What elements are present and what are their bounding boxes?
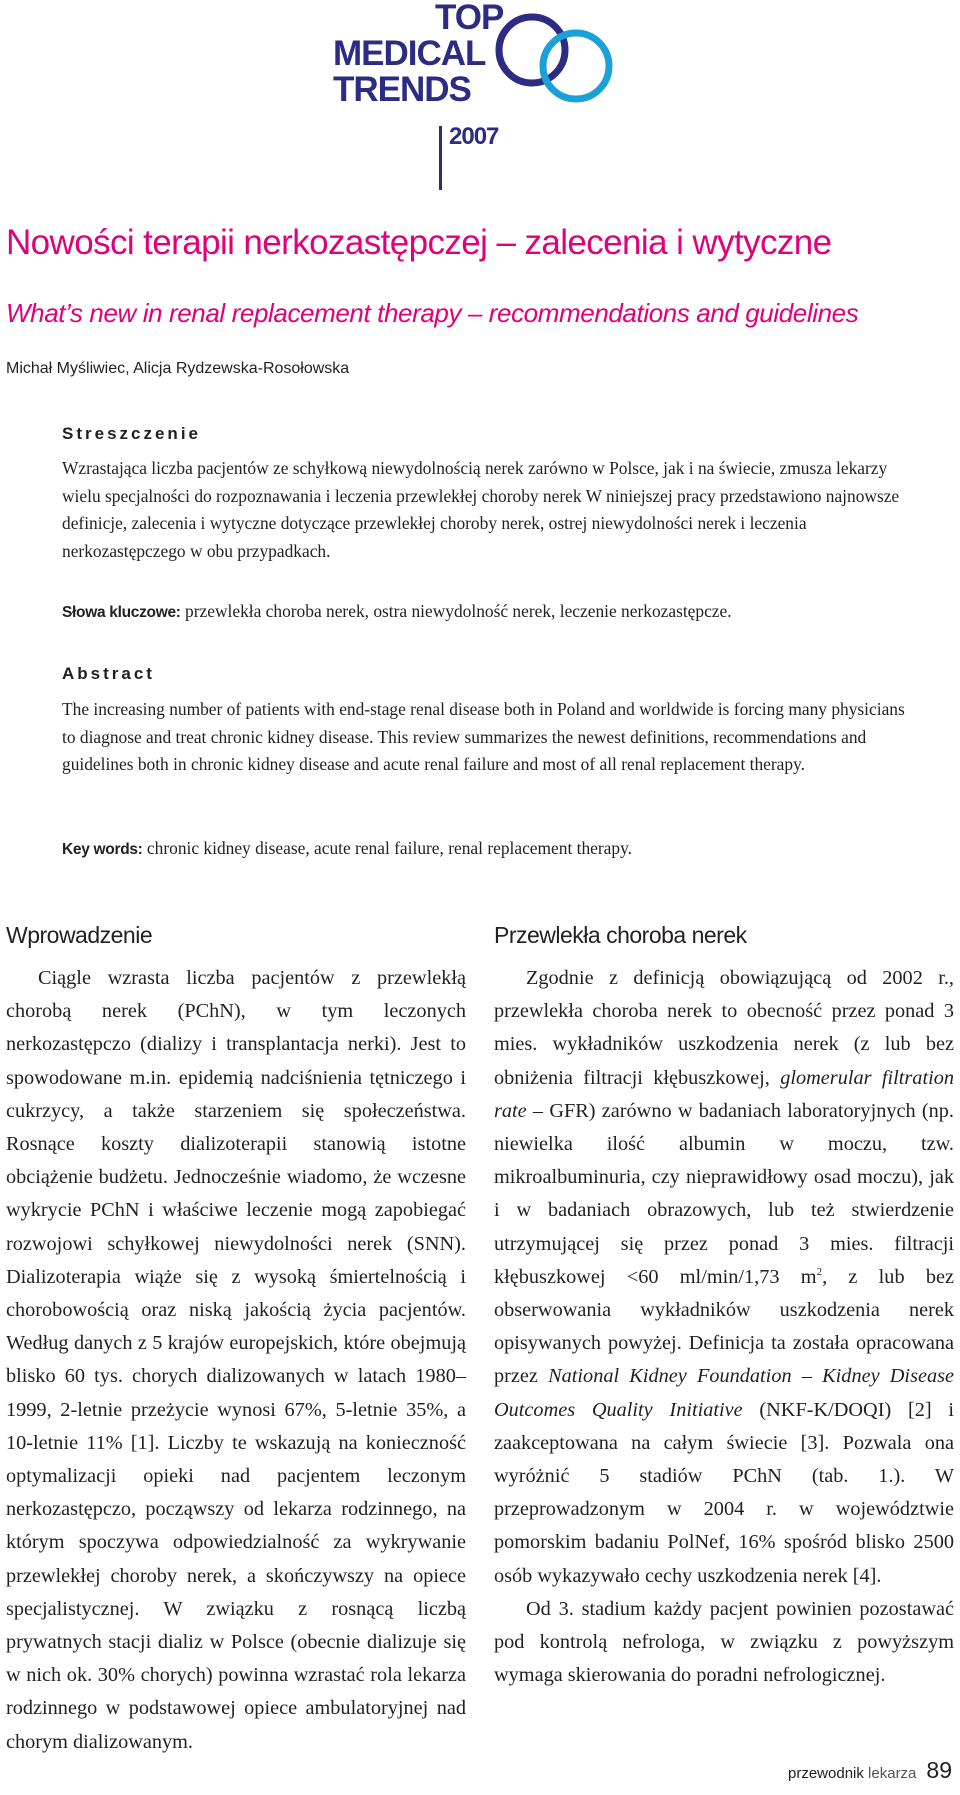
logo-line-trends: TRENDS [333, 70, 471, 109]
keywords-label-pl: Słowa kluczowe: [62, 604, 181, 621]
page-footer [788, 1757, 952, 1784]
ckd-p1-part-f: (NKF-K/DOQI) [2] i zaakceptowana na całym świecie [3]. Pozwala ona wyróżnić 5 stadiów PChN (tab. 1.). W przeprowadzonym w 2004 r. w województwie pomorskim badaniu PolNef, 16% spośród blisko 2500 osób wykazywało cechy uszkodzenia nerek [4]. [494, 1398, 954, 1587]
keywords-pl: przewlekła choroba nerek, ostra niewydolność nerek, leczenie nerkozastępcze. [185, 601, 732, 621]
logo-line-top: TOP [435, 0, 504, 37]
streszczenie-heading: Streszczenie [62, 424, 201, 443]
keywords-en: chronic kidney disease, acute renal failure, renal replacement therapy. [146, 838, 632, 858]
publication-name-first: przewodnik [788, 1765, 864, 1782]
logo-wordmark [333, 0, 503, 108]
ckd-p1-term-gfr: glomerular filtration rate [494, 1066, 954, 1122]
intro-paragraph: Ciągle wzrasta liczba pacjentów z przewlekłą chorobą nerek (PChN), w tym leczonych nerkozastępczo (dializy i transplantacja nerki). Jest to spowodowane m.in. epidemią nadciśnienia tętniczego i cukrzycy, a także starzeniem się społeczeństwa. Rosnące koszty dializoterapii stanowią istotne obciążenie budżetu. Jednocześnie wiadomo, że wczesne wykrycie PChN i właściwe leczenie mogą zapobiegać rozwojowi schyłkowej niewydolności nerek (SNN). Dializoterapia wiąże się z wysoką śmiertelnością i chorobowością oraz niską jakością życia pacjentów. Według danych z 5 krajów europejskich, które obejmują blisko 60 tys. chorych dializowanych w latach 1980–1999, 2-letnie przeżycie wynosi 67%, 5-letnie 35%, a 10-letnie 11% [1]. Liczby te wskazują na konieczność optymalizacji opieki nad pacjentem leczonym nerkozastępczo, począwszy od lekarza rodzinnego, na którym spoczywa odpowiedzialność za wykrywanie przewlekłej choroby nerek, a skończywszy na opiece specjalistycznej. W związku z rosnącą liczbą prywatnych stacji dializ w Polsce (obecnie dializuje się w nich ok. 30% chorych) powinna wzrastać rola lekarza rodzinnego w podstawowej opiece ambulatoryjnej nad chorym dializowanym. [6, 967, 466, 1753]
streszczenie-keywords [62, 601, 922, 622]
article-subtitle: What’s new in renal replacement therapy – recommendations and guidelines [6, 298, 859, 328]
keywords-label-en: Key words: [62, 841, 143, 858]
logo-line-medical: MEDICAL [333, 34, 486, 73]
abstract-heading: Abstract [62, 664, 155, 683]
abstract-text: The increasing number of patients with end-stage renal disease both in Poland and worldwide is forcing many physicians to diagnose and treat chronic kidney disease. This review summarizes the newest definitions, recommendations and guidelines both in chronic kidney disease and acute renal failure and most of all renal replacement therapy. [62, 699, 905, 774]
ckd-p1-part-a: Zgodnie z definicją obowiązującą od 2002 r., przewlekła choroba nerek to obecność przez ponad 3 mies. wykładników uszkodzenia nerek (z lub bez obniżenia filtracji kłębuszkowej, [494, 967, 954, 1089]
article-authors: Michał Myśliwiec, Alicja Rydzewska-Rosołowska [6, 360, 350, 377]
ckd-paragraph-2: Od 3. stadium każdy pacjent powinien pozostawać pod kontrolą nefrologa, w związku z powyższym wymaga skierowania do poradni nefrologicznej. [494, 1597, 954, 1687]
logo-divider [439, 126, 442, 190]
intro-column [6, 962, 466, 1759]
journal-logo [325, 0, 655, 195]
intro-heading: Wprowadzenie [6, 922, 153, 948]
article-title: Nowości terapii nerkozastępczej – zalecenia i wytyczne [6, 223, 832, 262]
publication-name [788, 1765, 916, 1782]
streszczenie-text: Wzrastająca liczba pacjentów ze schyłkową niewydolnością nerek zarówno w Polsce, jak i na świecie, zmusza lekarzy wielu specjalności do rozpoznawania i leczenia przewlekłej choroby nerek W niniejszej pracy przedstawiono najnowsze definicje, zalecenia i wytyczne dotyczące przewlekłej choroby nerek, ostrej niewydolności nerek i leczenia nerkozastępczego w obu przypadkach. [62, 458, 900, 561]
ckd-paragraph-1 [494, 962, 954, 1593]
rings-logo-icon [490, 8, 620, 113]
ckd-heading: Przewlekła choroba nerek [494, 922, 747, 948]
ckd-p1-part-d: , z lub bez obserwowania wykładników uszkodzenia nerek opisywanych powyżej. Definicja ta została opracowana przez [494, 1265, 955, 1388]
page-number: 89 [926, 1757, 952, 1783]
ckd-p1-superscript: 2 [816, 1266, 823, 1279]
ckd-column [494, 962, 954, 1692]
publication-name-second: lekarza [868, 1765, 917, 1782]
ckd-p1-organization: National Kidney Foundation – Kidney Disease Outcomes Quality Initiative [494, 1365, 954, 1421]
ckd-p1-part-c: – GFR) zarówno w badaniach laboratoryjnych (np. niewielka ilość albumin w moczu, tzw. mikroalbuminuria, czy nieprawidłowy osad moczu), jak i w badaniach obrazowych, lub też stwierdzenie utrzymującej się przez ponad 3 mies. filtracji kłębuszkowej <60 ml/min/1,73 m [494, 1099, 954, 1288]
logo-year: 2007 [449, 123, 499, 150]
abstract-keywords [62, 838, 922, 859]
